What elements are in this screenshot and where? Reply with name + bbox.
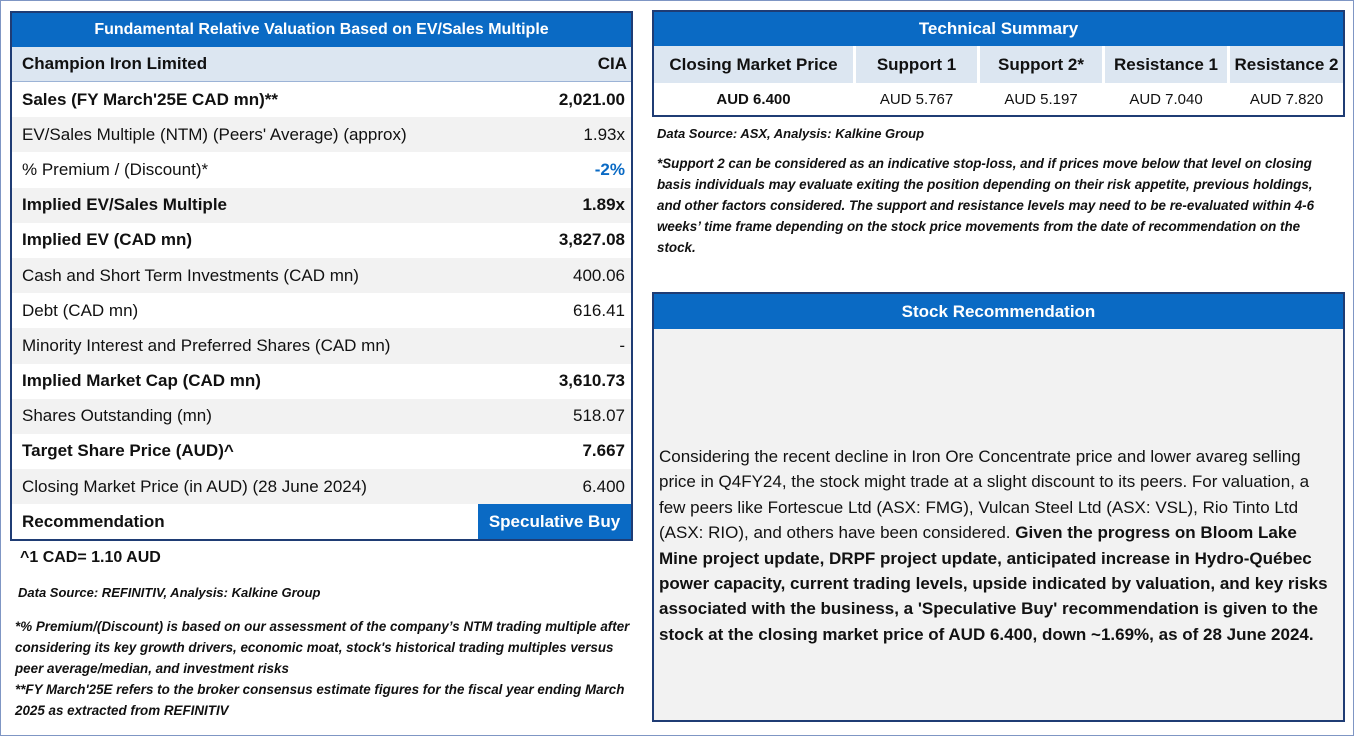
header-closing-price: Closing Market Price: [654, 46, 853, 83]
row-value: 2,021.00: [558, 89, 625, 109]
technical-source: Data Source: ASX, Analysis: Kalkine Group: [657, 126, 925, 141]
header-resistance-2: Resistance 2: [1230, 46, 1343, 83]
table-row: [12, 152, 631, 187]
row-label: Implied Market Cap (CAD mn): [22, 371, 261, 391]
table-row: [12, 469, 631, 504]
technical-title: Technical Summary: [654, 12, 1343, 46]
row-value: 6.400: [582, 476, 625, 496]
recommendation-row: [12, 504, 631, 539]
header-support-1: Support 1: [856, 46, 977, 83]
recommendation-badge: Speculative Buy: [478, 504, 631, 539]
table-row: [12, 293, 631, 328]
row-label: Sales (FY March'25E CAD mn)**: [22, 89, 278, 109]
row-label: Closing Market Price (in AUD) (28 June 2024): [22, 476, 367, 496]
row-value: 1.89x: [582, 195, 625, 215]
value-closing-price: AUD 6.400: [716, 90, 791, 108]
stock-recommendation: [652, 292, 1345, 722]
row-label: Cash and Short Term Investments (CAD mn): [22, 265, 359, 285]
row-label: Target Share Price (AUD)^: [22, 441, 234, 461]
row-label: Implied EV (CAD mn): [22, 230, 193, 250]
row-label: EV/Sales Multiple (NTM) (Peers' Average) (approx): [22, 124, 407, 144]
table-row: [12, 399, 631, 434]
value-resistance-2: AUD 7.820: [1249, 90, 1324, 108]
valuation-source: Data Source: REFINITIV, Analysis: Kalkine Group: [18, 585, 321, 600]
company-header: [12, 47, 631, 82]
row-label: Implied EV/Sales Multiple: [22, 195, 227, 215]
table-row: [12, 223, 631, 258]
row-value: 400.06: [573, 265, 625, 285]
row-value: 7.667: [582, 441, 625, 461]
row-value: 3,610.73: [558, 371, 625, 391]
fx-note: ^1 CAD= 1.10 AUD: [20, 549, 161, 566]
company-name: Champion Iron Limited: [22, 54, 208, 73]
row-label: Shares Outstanding (mn): [22, 406, 212, 426]
premium-discount-value: -2%: [594, 159, 625, 179]
table-row: [12, 434, 631, 469]
value-resistance-1: AUD 7.040: [1129, 90, 1203, 108]
valuation-title: Fundamental Relative Valuation Based on EV/Sales Multiple: [12, 13, 631, 47]
value-support-2: AUD 5.197: [1004, 90, 1078, 108]
table-row: [12, 188, 631, 223]
fy-note: **FY March'25E refers to the broker consensus estimate figures for the fiscal year ending March 2025 as extracted from REFINITIV: [15, 682, 625, 718]
row-value: 518.07: [573, 406, 625, 426]
row-label: Minority Interest and Preferred Shares (CAD mn): [22, 335, 391, 355]
table-row: [12, 364, 631, 399]
company-ticker: CIA: [597, 54, 627, 73]
premium-note: *% Premium/(Discount) is based on our assessment of the company’s NTM trading multiple after considering its key growth drivers, economic moat, stock's historical trading multiples versus peer average/median, and investment risks: [15, 619, 630, 676]
valuation-table: [10, 11, 633, 541]
technical-note: *Support 2 can be considered as an indicative stop-loss, and if prices move below that level on closing basis individuals may evaluate exiting the position depending on their risk appetite, previous holdings, and other factors considered. The support and resistance levels may need to be re-evaluated within 4-6 weeks’ time frame depending on the stock price movements from the date of recommendation on the stock.: [657, 156, 1315, 255]
technical-grid: [654, 46, 1343, 115]
header-support-2: Support 2*: [980, 46, 1102, 83]
value-support-1: AUD 5.767: [879, 90, 954, 108]
row-label: % Premium / (Discount)*: [22, 159, 209, 179]
recommendation-title: Stock Recommendation: [654, 294, 1343, 329]
row-value: 3,827.08: [558, 230, 625, 250]
recommendation-text-bold: Given the progress on Bloom Lake Mine project update, DRPF project update, anticipated increase in Hydro-Québec power capacity, current trading levels, upside indicated by valuation, and key risks associated with the business, a 'Speculative Buy' recommendation is given to the stock at the closing market price of AUD 6.400, down ~1.69%, as of 28 June 2024.: [659, 523, 1328, 644]
row-value: 1.93x: [583, 124, 625, 144]
table-row: [12, 117, 631, 152]
recommendation-label: Recommendation: [22, 511, 165, 531]
recommendation-text-plain: Considering the recent decline in Iron Ore Concentrate price and lower avareg selling price in Q4FY24, the stock might trade at a slight discount to its peers. For valuation, a few peers like Fortescue Ltd (ASX: FMG), Vulcan Steel Ltd (ASX: VSL), Rio Tinto Ltd (ASX: RIO), and others have been considered.: [659, 447, 1310, 543]
valuation-notes: [15, 616, 633, 721]
row-value: -: [619, 335, 625, 355]
header-resistance-1: Resistance 1: [1105, 46, 1227, 83]
table-row: [12, 328, 631, 363]
row-label: Debt (CAD mn): [22, 300, 139, 320]
table-row: [12, 258, 631, 293]
table-row: [12, 82, 631, 117]
recommendation-text: [659, 444, 1339, 647]
row-value: 616.41: [573, 300, 625, 320]
technical-summary: [652, 10, 1345, 117]
